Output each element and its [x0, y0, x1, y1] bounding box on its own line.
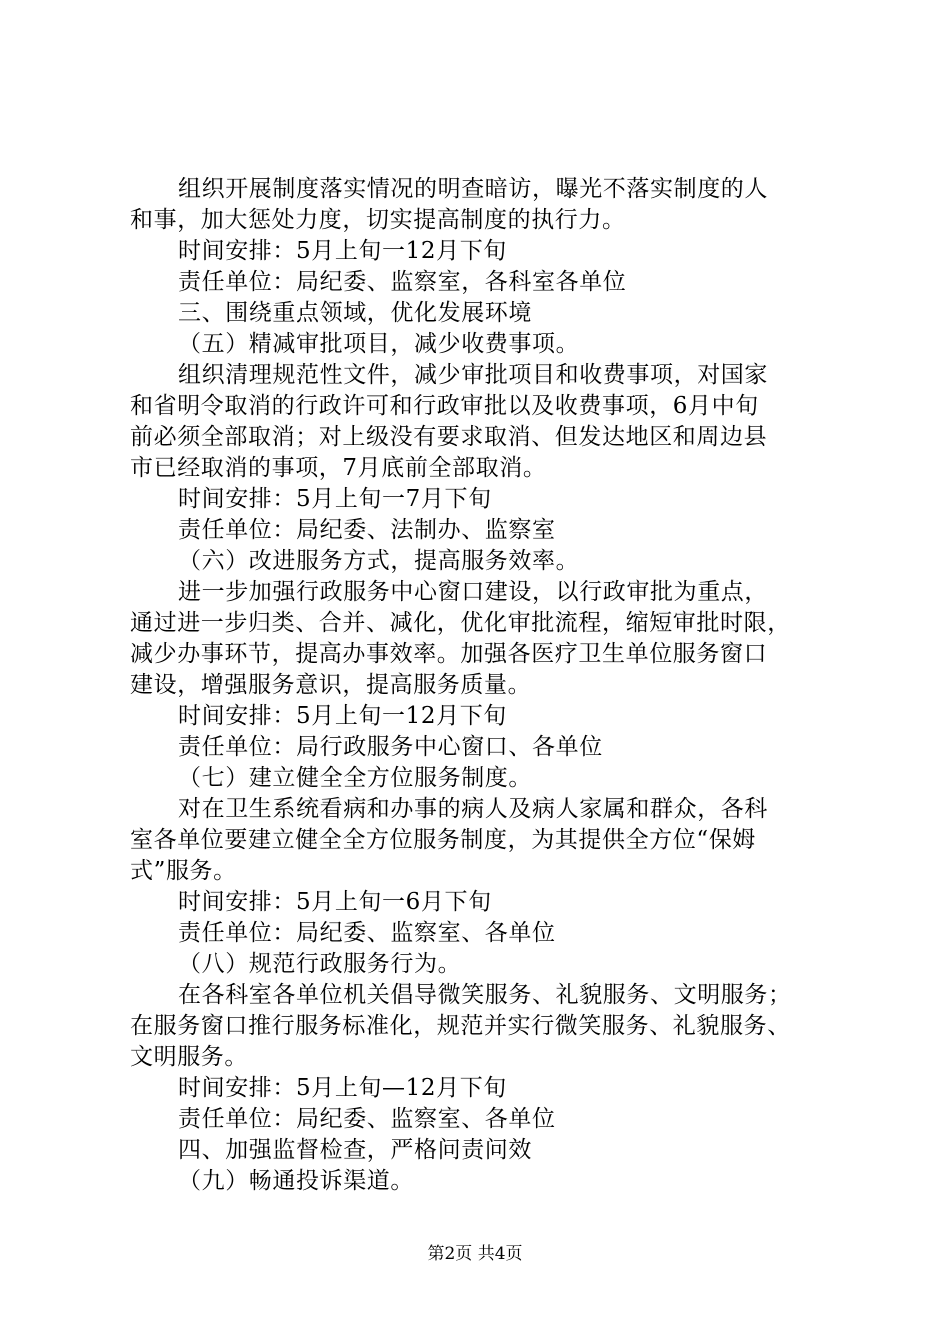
document-line: 责任单位：局纪委、法制办、监察室: [178, 517, 556, 543]
document-body: [130, 174, 845, 1197]
document-line: 和省明令取消的行政许可和行政审批以及收费事项，6月中旬: [130, 393, 759, 419]
document-line: （六）改进服务方式，提高服务效率。: [178, 548, 580, 574]
document-line: 建设，增强服务意识，提高服务质量。: [130, 672, 532, 698]
document-line: 在各科室各单位机关倡导微笑服务、礼貌服务、文明服务；: [178, 982, 792, 1008]
document-line: 室各单位要建立健全全方位服务制度，为其提供全方位“保姆: [130, 827, 756, 853]
document-line: 式”服务。: [130, 858, 237, 884]
document-line: 组织清理规范性文件，减少审批项目和收费事项，对国家: [178, 362, 768, 388]
document-line: 四、加强监督检查，严格问责问效: [178, 1137, 532, 1163]
document-line: 时间安排：5月上旬一12月下旬: [178, 238, 507, 264]
document-line: （五）精减审批项目，减少收费事项。: [178, 331, 580, 357]
document-line: 和事，加大惩处力度，切实提高制度的执行力。: [130, 207, 626, 233]
document-line: 责任单位：局行政服务中心窗口、各单位: [178, 734, 603, 760]
document-line: 通过进一步归类、合并、减化，优化审批流程，缩短审批时限，: [130, 610, 791, 636]
document-line: 进一步加强行政服务中心窗口建设，以行政审批为重点，: [178, 579, 768, 605]
document-line: 文明服务。: [130, 1044, 248, 1070]
document-line: 减少办事环节，提高办事效率。加强各医疗卫生单位服务窗口: [130, 641, 768, 667]
document-line: 前必须全部取消；对上级没有要求取消、但发达地区和周边县: [130, 424, 768, 450]
document-line: 市已经取消的事项，7月底前全部取消。: [130, 455, 547, 481]
document-line: 责任单位：局纪委、监察室，各科室各单位: [178, 269, 627, 295]
page-number-footer: 第2页 共4页: [427, 1244, 523, 1264]
document-line: 在服务窗口推行服务标准化，规范并实行微笑服务、礼貌服务、: [130, 1013, 791, 1039]
document-line: 对在卫生系统看病和办事的病人及病人家属和群众，各科: [178, 796, 768, 822]
document-line: （七）建立健全全方位服务制度。: [178, 765, 532, 791]
document-line: 时间安排：5月上旬一12月下旬: [178, 703, 507, 729]
document-line: 时间安排：5月上旬—12月下旬: [178, 1075, 507, 1101]
document-line: （八）规范行政服务行为。: [178, 951, 462, 977]
document-line: 责任单位：局纪委、监察室、各单位: [178, 920, 556, 946]
document-line: 三、围绕重点领域，优化发展环境: [178, 300, 532, 326]
document-line: 时间安排：5月上旬一7月下旬: [178, 486, 492, 512]
document-line: 组织开展制度落实情况的明查暗访，曝光不落实制度的人: [178, 176, 768, 202]
document-line: 时间安排：5月上旬一6月下旬: [178, 889, 492, 915]
document-line: 责任单位：局纪委、监察室、各单位: [178, 1106, 556, 1132]
document-line: （九）畅通投诉渠道。: [178, 1168, 414, 1194]
